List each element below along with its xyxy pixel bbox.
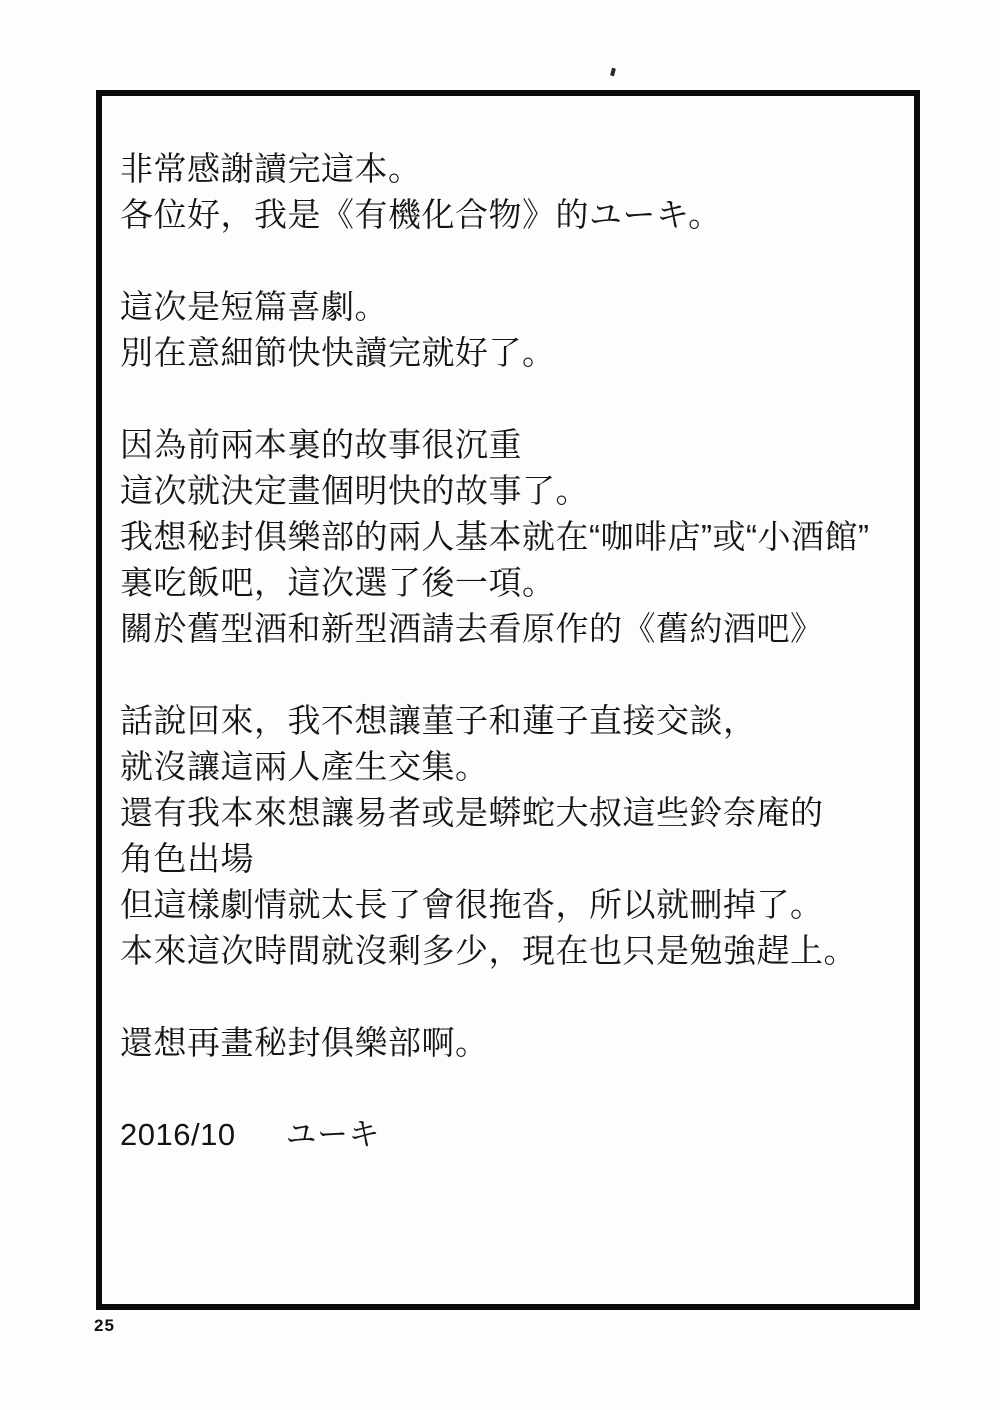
scan-artifact — [610, 68, 616, 77]
afterword-line: 我想秘封俱樂部的兩人基本就在“咖啡店”或“小酒館” — [120, 518, 870, 555]
afterword-line: 但這樣劇情就太長了會很拖沓，所以就刪掉了。 — [120, 886, 824, 923]
afterword-line-blank — [120, 1066, 898, 1112]
page-number: 25 — [94, 1316, 115, 1335]
afterword-line-blank — [120, 376, 898, 422]
afterword-line: 裏吃飯吧，這次選了後一項。 — [120, 564, 556, 601]
afterword-line: 就沒讓這兩人產生交集。 — [120, 748, 489, 785]
afterword-line: 角色出場 — [120, 840, 254, 877]
afterword-line: 本來這次時間就沒剩多少，現在也只是勉強趕上。 — [120, 932, 857, 969]
afterword-signature-line — [120, 1112, 898, 1158]
afterword-line: 還有我本來想讓易者或是蟒蛇大叔這些鈴奈庵的 — [120, 794, 824, 831]
afterword-line: 這次就決定畫個明快的故事了。 — [120, 472, 589, 509]
afterword-line-blank — [120, 974, 898, 1020]
afterword-line: 話說回來，我不想讓菫子和蓮子直接交談， — [120, 702, 757, 739]
afterword-line: 這次是短篇喜劇。 — [120, 288, 388, 325]
afterword-frame — [96, 90, 920, 1310]
afterword-line: 因為前兩本裏的故事很沉重 — [120, 426, 522, 463]
afterword-line: 各位好，我是《有機化合物》的ユーキ。 — [120, 196, 722, 233]
afterword-date: 2016/10 — [120, 1117, 236, 1152]
afterword-line-blank — [120, 238, 898, 284]
afterword-line: 非常感謝讀完這本。 — [120, 150, 422, 187]
afterword-line: 別在意細節快快讀完就好了。 — [120, 334, 556, 371]
afterword-line-blank — [120, 652, 898, 698]
afterword-author: ユーキ — [285, 1117, 381, 1152]
afterword-line: 關於舊型酒和新型酒請去看原作的《舊約酒吧》 — [120, 610, 824, 647]
afterword-line: 還想再畫秘封俱樂部啊。 — [120, 1024, 489, 1061]
